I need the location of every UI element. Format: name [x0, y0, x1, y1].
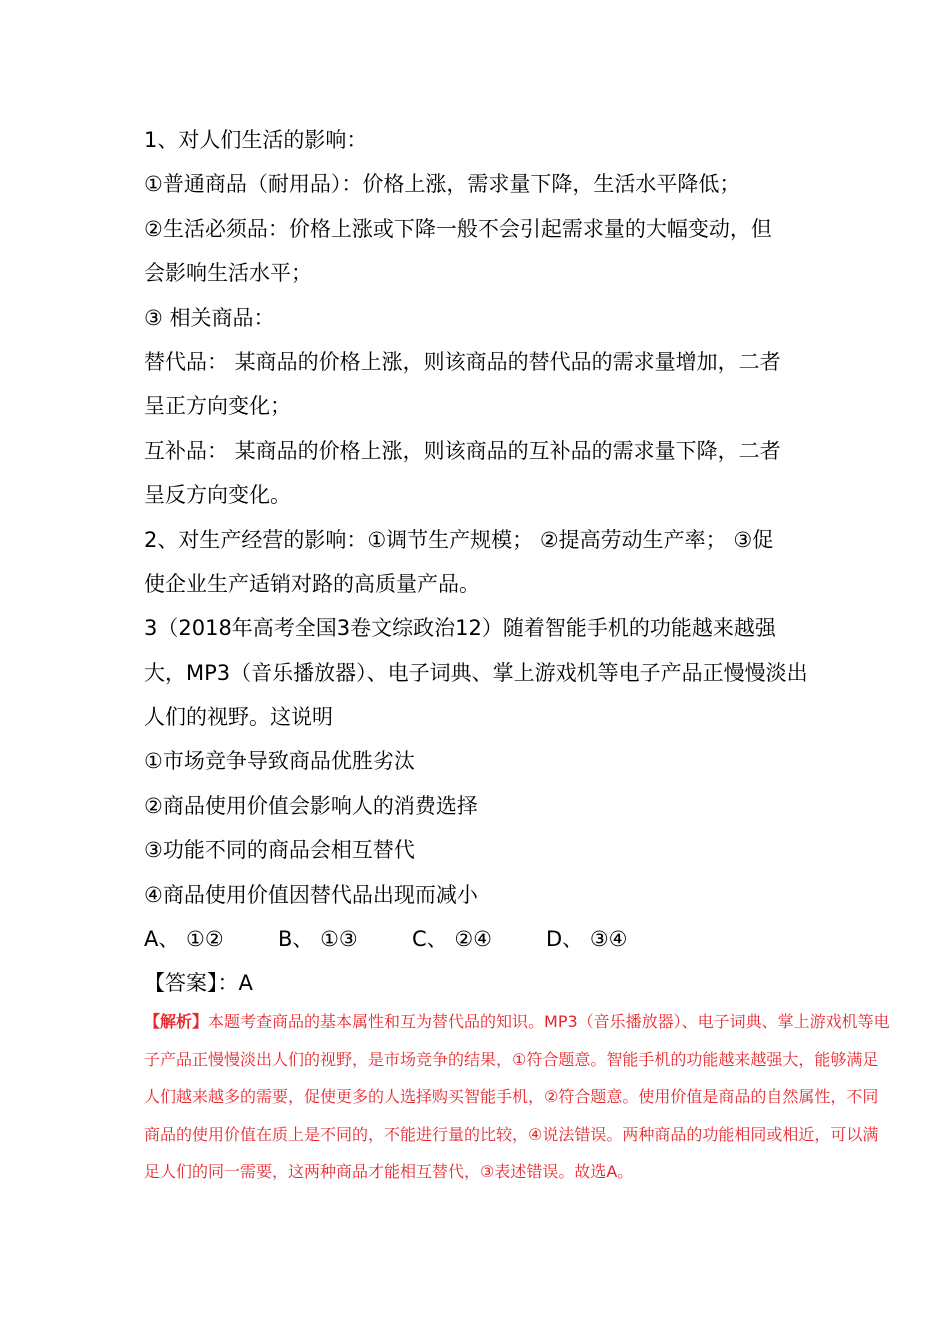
- answer-line: 【答案】：A: [144, 971, 253, 996]
- text-line: ①普通商品（耐用品）：价格上涨，需求量下降，生活水平降低；: [144, 172, 741, 197]
- option-a: A、 ①②: [144, 927, 224, 952]
- statement-item: ④商品使用价值因替代品出现而减小: [144, 882, 478, 907]
- text-line: 使企业生产适销对路的高质量产品。: [144, 571, 480, 596]
- text-line: ③ 相关商品：: [144, 305, 275, 330]
- text-line: 2、对生产经营的影响：①调节生产规模； ②提高劳动生产率； ③促: [144, 527, 774, 552]
- analysis-line: [144, 1003, 924, 1041]
- statement-item: ②商品使用价值会影响人的消费选择: [144, 793, 478, 818]
- text-line: 呈正方向变化；: [144, 394, 291, 419]
- text-line: 替代品： 某商品的价格上涨，则该商品的替代品的需求量增加，二者: [144, 349, 781, 374]
- analysis-line: 商品的使用价值在质上是不同的，不能进行量的比较，④说法错误。两种商品的功能相同或相近，可以满: [144, 1124, 879, 1144]
- analysis-line: 子产品正慢慢淡出人们的视野，是市场竞争的结果，①符合题意。智能手机的功能越来越强大，能够满足: [144, 1049, 879, 1069]
- question-stem-line: 3（2018年高考全国3卷文综政治12）随着智能手机的功能越来越强: [144, 616, 776, 641]
- question-stem-line: 大，MP3（音乐播放器）、电子词典、掌上游戏机等电子产品正慢慢淡出: [144, 660, 808, 685]
- option-d: D、 ③④: [546, 927, 628, 952]
- analysis-tag: 【解析】: [144, 1012, 209, 1031]
- question-stem-line: 人们的视野。这说明: [144, 705, 333, 730]
- answer-options: [144, 917, 814, 961]
- analysis-block: [144, 1003, 924, 1191]
- analysis-line: 足人们的同一需要，这两种商品才能相互替代，③表述错误。故选A。: [144, 1162, 634, 1181]
- statement-item: ③功能不同的商品会相互替代: [144, 838, 415, 863]
- text-line: 1、对人们生活的影响：: [144, 128, 368, 152]
- text-line: 互补品： 某商品的价格上涨，则该商品的互补品的需求量下降，二者: [144, 438, 781, 463]
- option-b: B、 ①③: [278, 927, 358, 952]
- text-line: 会影响生活水平；: [144, 261, 312, 286]
- document-body: [144, 118, 814, 1006]
- analysis-line: 人们越来越多的需要，促使更多的人选择购买智能手机，②符合题意。使用价值是商品的自然属性，不同: [144, 1087, 879, 1106]
- analysis-text: 本题考查商品的基本属性和互为替代品的知识。MP3（音乐播放器）、电子词典、掌上游戏机等电: [208, 1012, 890, 1031]
- text-line: ②生活必须品：价格上涨或下降一般不会引起需求量的大幅变动，但: [144, 216, 772, 241]
- statement-item: ①市场竞争导致商品优胜劣汰: [144, 749, 415, 774]
- text-line: 呈反方向变化。: [144, 483, 291, 508]
- option-c: C、 ②④: [412, 927, 492, 952]
